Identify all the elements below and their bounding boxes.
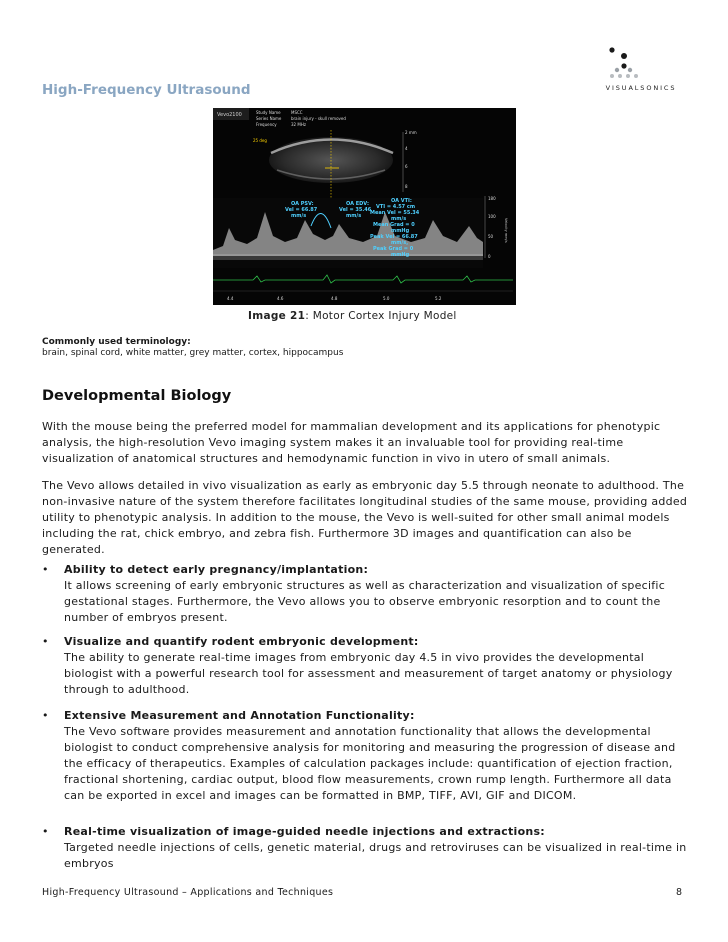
depth-tick: 6 (405, 164, 408, 169)
freq-value: 32 MHz (291, 122, 306, 127)
vel-tick: 180 (488, 196, 496, 201)
oa-psv-label: OA PSV: (291, 201, 314, 207)
visualsonics-logo (600, 44, 682, 94)
depth-tick: 2 mm (405, 130, 417, 135)
peak-grad-unit: mmHg (391, 252, 410, 258)
paragraph-2: The Vevo allows detailed in vivo visualization as early as embryonic day 5.5 through neonate to adulthood. The non-invasive nature of the system therefore facilitates longitudinal studies of the same mouse, providing added utility to phenotypic analysis. In addition to the mouse, the Vevo is well-suited for other small animal models including the rat, chick embryo, and zebra fish. Furthermore 3D images and quantification can also be generated. (42, 479, 688, 556)
logo-wordmark: VISUALSONICS (605, 84, 677, 92)
depth-tick: 8 (405, 184, 408, 189)
time-tick: 5.2 (435, 296, 442, 301)
series-value: brain injury - skull removed (291, 116, 346, 121)
terminology-label: Commonly used terminology: (42, 337, 191, 347)
time-tick: 5.0 (383, 296, 390, 301)
oa-psv-value: Vel = 66.87 (285, 207, 318, 213)
oa-edv-unit: mm/s (346, 213, 362, 219)
angle-label: 25 deg (253, 138, 267, 143)
bullet-glyph: • (42, 825, 49, 838)
oa-psv-unit: mm/s (291, 213, 307, 219)
oa-edv-label: OA EDV: (346, 201, 369, 207)
bullet-glyph: • (42, 635, 49, 648)
bullet-title: Visualize and quantify rodent embryonic development: (64, 635, 419, 648)
oa-vti-value: VTI = 4.57 cm (376, 204, 416, 210)
section-heading: Developmental Biology (42, 388, 232, 404)
bullet-text: The ability to generate real-time images from embryonic day 4.5 in vivo provides the developmental biologist with a powerful research tool for assessment and measurement of target anatomy or physiology through to adulthood. (64, 651, 673, 696)
bullet-title: Real-time visualization of image-guided needle injections and extractions: (64, 825, 545, 838)
series-label: Series Name (256, 116, 282, 121)
bullet-glyph: • (42, 709, 49, 722)
study-value: MSCC (291, 110, 303, 115)
peak-grad: Peak Grad = 0 (373, 246, 414, 252)
time-tick: 4.4 (227, 296, 234, 301)
depth-tick: 4 (405, 146, 408, 151)
mean-grad-unit: mmHg (391, 228, 410, 234)
page-header-title: High-Frequency Ultrasound (42, 82, 251, 98)
time-tick: 4.6 (277, 296, 284, 301)
mean-vel-unit: mm/s (391, 216, 407, 222)
peak-vel-unit: mm/s, (391, 240, 409, 246)
page-number: 8 (676, 887, 683, 898)
vel-tick: 50 (488, 234, 494, 239)
mean-grad: Mean Grad = 0 (373, 222, 415, 228)
mean-vel: Mean Vel = 55.34 (370, 210, 420, 216)
logo-mark-icon (600, 44, 682, 84)
ultrasound-image (213, 108, 516, 305)
vel-tick: 100 (488, 214, 496, 219)
bullet-glyph: • (42, 563, 49, 576)
caption-text: : Motor Cortex Injury Model (305, 310, 457, 322)
study-label: Study Name (256, 110, 281, 115)
peak-vel: Peak Vel = 66.87 (370, 234, 418, 240)
bullet-text: It allows screening of early embryonic structures as well as characterization and visualization of specific gestational stages. Furthermore, the Vevo allows you to observe embryonic resorption and to count the number of embryos present. (64, 579, 666, 624)
ultrasound-render (213, 108, 516, 305)
brand-label: Vevo2100 (217, 112, 242, 118)
bullet-title: Ability to detect early pregnancy/implantation: (64, 563, 369, 576)
oa-edv-value: Vel = 35.46 (339, 207, 372, 213)
bullet-text: The Vevo software provides measurement and annotation functionality that allows the developmental biologist to conduct comprehensive analysis for monitoring and measuring the progression of disease and the efficacy of therapeutics. Examples of calculation packages include: quantification of ejection fraction, fractional shortening, cardiac output, blood flow measurements, crown rump length. Furthermore all data can be exported in excel and images can be formatted in BMP, TIFF, AVI, GIF and DICOM. (64, 725, 676, 802)
vel-tick: 0 (488, 254, 491, 259)
figure-caption (248, 310, 457, 322)
time-tick: 4.8 (331, 296, 338, 301)
bullet-title: Extensive Measurement and Annotation Functionality: (64, 709, 415, 722)
caption-label: Image 21 (248, 310, 306, 322)
paragraph-1: With the mouse being the preferred model for mammalian development and its applications for phenotypic analysis, the high-resolution Vevo imaging system makes it an invaluable tool for providing real-time visualization of anatomical structures and hemodynamic function in vivo in utero of small animals. (42, 420, 661, 465)
bullet-text: Targeted needle injections of cells, genetic material, drugs and retroviruses can be visualized in real-time in embryos (64, 841, 687, 870)
freq-label: Frequency (256, 122, 277, 127)
footer-title: High-Frequency Ultrasound – Applications and Techniques (42, 887, 334, 898)
terminology-list: brain, spinal cord, white matter, grey matter, cortex, hippocampus (42, 348, 344, 358)
oa-vti-label: OA VTI: (391, 198, 412, 204)
vel-unit-label: Velocity mm/s (504, 218, 508, 243)
